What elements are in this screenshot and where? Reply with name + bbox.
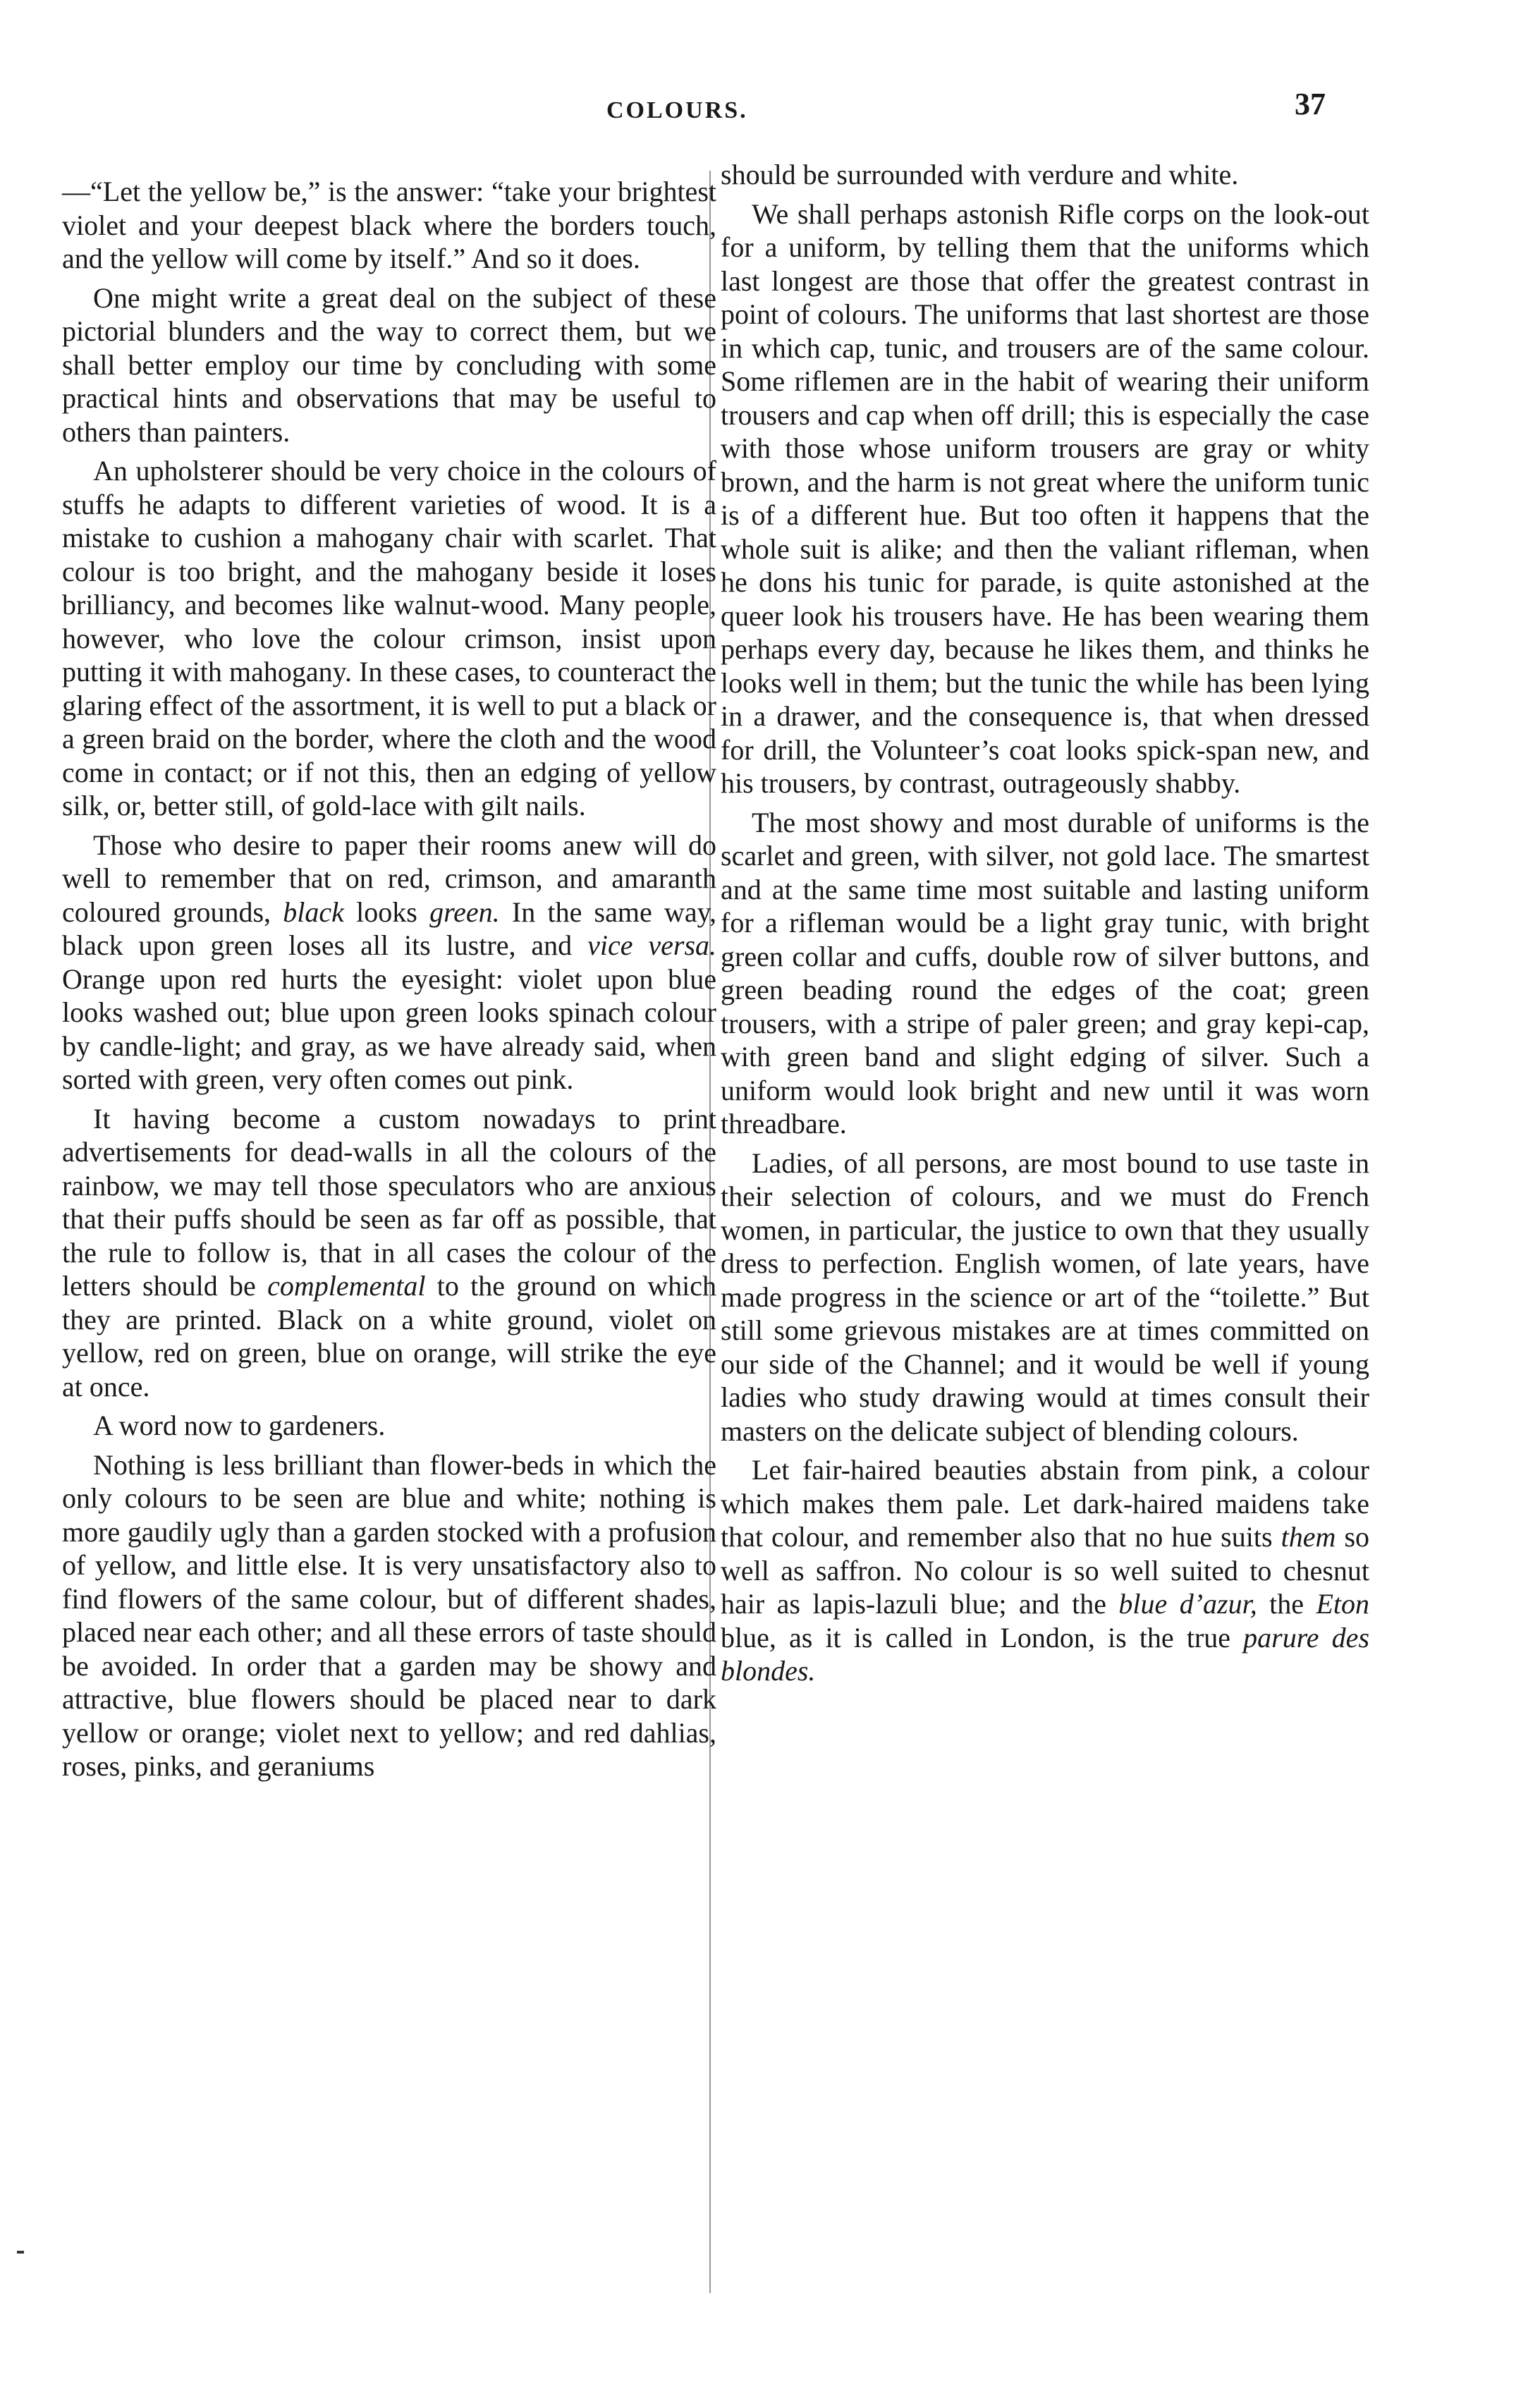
italic-text: green. — [429, 896, 500, 928]
text-run: looks — [356, 896, 417, 928]
italic-text: Eton — [1316, 1588, 1370, 1620]
italic-text: complemental — [267, 1270, 426, 1302]
paragraph: A word now to gardeners. — [93, 1410, 386, 1441]
paragraph: Nothing is less brilliant than flower-beds in which the only colours to be seen are blue and white; nothing is more gaudily ugly than a garden stocked with a profusion of yellow, and little else. It is very unsatisfactory also to find flowers of the same colour, but of different shades, placed near each other; and all these errors of taste should be avoided. In order that a garden may be showy and attractive, blue flowers should be placed near to dark yellow or orange; violet next to yellow; and red dahlias, roses, pinks, and geraniums — [62, 1448, 716, 1782]
paragraph: We shall perhaps astonish Rifle corps on the look-out for a uniform, by telling them that the uniforms which last longest are those that offer the greatest contrast in point of colours. The uniforms that last shortest are those in which cap, tunic, and trousers are of the same colour. Some riflemen are in the habit of wearing their uniform trousers and cap when off drill; this is especially the case with those whose uniform trousers are gray or whity brown, and the harm is not great where the uniform tunic is of a different hue. But too often it happens that the whole suit is alike; and then the valiant rifleman, when he dons his tunic for parade, is quite astonished at the queer look his trousers have. He has been wearing them perhaps every day, because he likes them, and thinks he looks well in them; but the tunic the while has been lying in a drawer, and the consequence is, that when dressed for drill, the Volunteer’s coat looks spick-span new, and his trousers, by contrast, outrageously shabby. — [721, 197, 1369, 799]
text-run: to the ground on which they are printed. Black on a white ground, violet on yellow, red on green, blue on orange, will strike the eye at once. — [62, 1270, 717, 1402]
text-run: It having become a custom nowadays to print advertisements for dead-walls in all the colours of the rainbow, we may tell those speculators who are anxious that their puffs should be seen as far off as possible, that the rule to follow is, that in all cases the colour of the letters should be — [62, 1102, 716, 1302]
italic-text: parure des blondes. — [721, 1621, 1370, 1687]
margin-mark — [17, 2251, 24, 2254]
right-column — [721, 158, 1369, 1688]
paragraph — [62, 829, 716, 1096]
left-column — [62, 175, 716, 1783]
italic-text: black — [283, 896, 344, 928]
text-run: In the same way, black upon green loses all its lustre, and — [62, 896, 717, 961]
italic-text: vice versa. — [587, 929, 717, 961]
paragraph — [62, 1102, 716, 1404]
text-run: Those who desire to paper their rooms anew will do well to remember that on red, crimson, and amaranth coloured grounds, — [62, 829, 716, 928]
text-run: Let fair-haired beauties abstain from pink, a colour which makes them pale. Let dark-haired maidens take that colour, and remember also that no hue suits — [721, 1454, 1369, 1553]
text-run: the — [1269, 1588, 1304, 1620]
text-run: so well as saffron. No colour is so well suited to chesnut hair as lapis-lazuli blue; and the — [721, 1521, 1370, 1620]
paragraph: Ladies, of all persons, are most bound to use taste in their selection of colours, and we must do French women, in particular, the justice to own that they usually dress to perfection. English women, of late years, have made progress in the science or art of the “toilette.” But still some grievous mistakes are at times committed on our side of the Channel; and it would be well if young ladies who study drawing would at times consult their masters on the delicate subject of blending colours. — [721, 1147, 1369, 1447]
paragraph: One might write a great deal on the subject of these pictorial blunders and the way to correct them, but we shall better employ our time by concluding with some practical hints and observations that may be useful to others than painters. — [62, 281, 716, 448]
text-run: Orange upon red hurts the eyesight: violet upon blue looks washed out; blue upon green looks spinach colour by candle-light; and gray, as we have already said, when sorted with green, very often comes out pink. — [62, 962, 716, 1095]
paragraph — [721, 1453, 1369, 1688]
paragraph: The most showy and most durable of uniforms is the scarlet and green, with silver, not gold lace. The smartest and at the same time most suitable and lasting uniform for a rifleman would be a light gray tunic, with bright green collar and cuffs, double row of silver buttons, and green beading round the edges of the coat; green trousers, with a stripe of paler green; and gray kepi-cap, with green band and slight edging of silver. Such a uniform would look bright and new until it was worn threadbare. — [721, 806, 1369, 1139]
paragraph: should be surrounded with verdure and white. — [721, 159, 1239, 190]
italic-text: them — [1281, 1521, 1336, 1553]
italic-text: blue d’azur, — [1118, 1588, 1257, 1620]
paragraph: —“Let the yellow be,” is the answer: “take your brightest violet and your deepest black where the borders touch, and the yellow will come by itself.” And so it does. — [62, 176, 716, 274]
text-run: blue, as it is called in London, is the true — [721, 1621, 1231, 1654]
paragraph: An upholsterer should be very choice in the colours of stuffs he adapts to different varieties of wood. It is a mistake to cushion a mahogany chair with scarlet. That colour is too bright, and the mahogany beside it loses brilliancy, and becomes like walnut-wood. Many people, however, who love the colour crimson, insist upon putting it with mahogany. In these cases, to counteract the glaring effect of the assortment, it is well to put a black or a green braid on the border, where the cloth and the wood come in contact; or if not this, then an edging of yellow silk, or, better still, of gold-lace with gilt nails. — [62, 455, 716, 821]
running-title: COLOURS. — [606, 97, 748, 123]
page-number: 37 — [1295, 87, 1326, 121]
